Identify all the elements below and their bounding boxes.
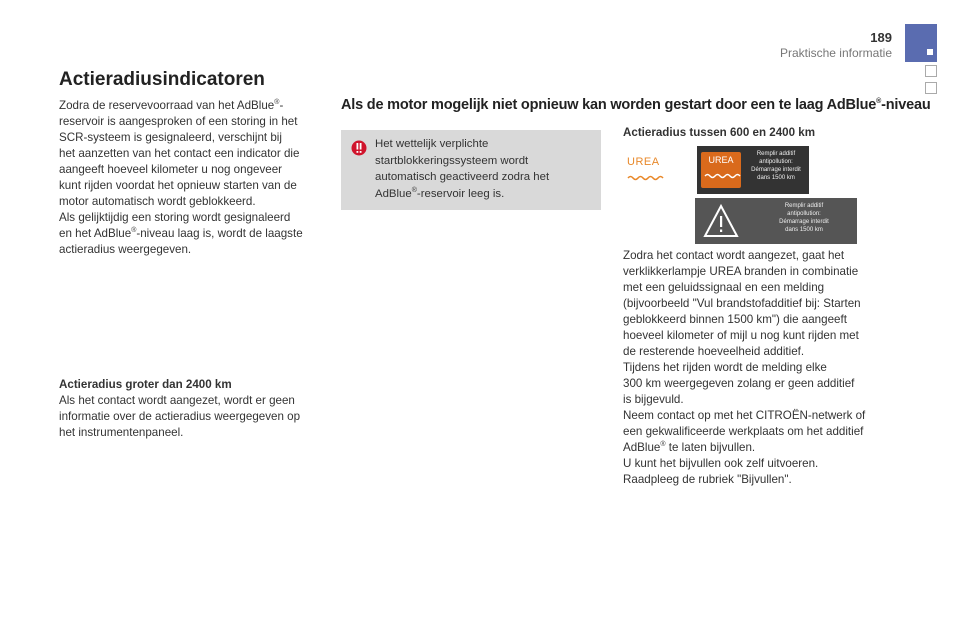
range-line: Als het contact wordt aangezet, wordt er geen: [59, 394, 295, 407]
intro-line: aangeeft hoeveel kilometer u nog ongeveer: [59, 163, 283, 176]
section-label: Praktische informatie: [779, 46, 892, 60]
body-line: U kunt het bijvullen ook zelf uitvoeren.: [623, 457, 819, 470]
body-line: Raadpleeg de rubriek "Bijvullen".: [623, 473, 792, 486]
body-line: Zodra het contact wordt aangezet, gaat het: [623, 249, 845, 262]
section-heading: Als de motor mogelijk niet opnieuw kan worden gestart door een te laag AdBlue®-niveau: [341, 97, 931, 113]
body-line: AdBlue® te laten bijvullen.: [623, 441, 756, 454]
intro-line: Zodra de reservevoorraad van het AdBlue®-: [59, 99, 284, 112]
notice-line: AdBlue®-reservoir leeg is.: [375, 186, 505, 200]
page-title: Actieradiusindicatoren: [59, 69, 265, 90]
urea-display-icon: UREA: [701, 152, 741, 188]
display2-message: Remplir additif antipollution: Démarrage interdit dans 1500 km: [779, 203, 829, 233]
intro-line: Als gelijktijdig een storing wordt gesignaleerd: [59, 211, 291, 224]
urea-explanation-paragraph: [623, 248, 865, 488]
body-line: de resterende hoeveelheid additief.: [623, 345, 805, 358]
body-line: hoeveel kilometer of mijl u nog kunt rijden met: [623, 329, 859, 342]
urea-lamp-label: UREA: [627, 156, 660, 168]
notice-line: Het wettelijk verplichte: [375, 138, 489, 150]
nav-box-1[interactable]: [925, 65, 937, 77]
intro-line: SCR-systeem is gesignaleerd, verschijnt bij: [59, 131, 282, 144]
body-line: Tijdens het rijden wordt de melding elke: [623, 361, 827, 374]
range-line: informatie over de actieradius weergegeven op: [59, 410, 301, 423]
body-line: verklikkerlampje UREA branden in combinatie: [623, 265, 859, 278]
urea-warning-lamp: [627, 156, 665, 180]
warning-icon: [351, 140, 367, 156]
instrument-display-1: [697, 146, 809, 194]
intro-line: motor automatisch wordt geblokkeerd.: [59, 195, 256, 208]
body-line: met een geluidssignaal en een melding: [623, 281, 825, 294]
body-line: is bijgevuld.: [623, 393, 684, 406]
intro-line: reservoir is aangesproken of een storing in het: [59, 115, 298, 128]
notice-line: automatisch geactiveerd zodra het: [375, 171, 550, 183]
page-number: 189: [870, 30, 892, 45]
urea-waves-icon: [627, 173, 665, 181]
intro-line: het aanzetten van het contact een indicator die: [59, 147, 300, 160]
range-over-2400-heading: Actieradius groter dan 2400 km: [59, 378, 232, 391]
notice-line: startblokkeringssysteem wordt: [375, 154, 529, 167]
body-line: 300 km weergegeven zolang er geen additief: [623, 377, 855, 390]
intro-line: actieradius weergegeven.: [59, 243, 192, 256]
range-600-2400-heading: Actieradius tussen 600 en 2400 km: [623, 126, 816, 139]
urea-display-waves-icon: [701, 170, 741, 182]
display1-message: Remplir additif antipollution: Démarrage interdit dans 1500 km: [751, 151, 801, 181]
body-line: geblokkeerd binnen 1500 km") die aangeeft: [623, 313, 847, 326]
body-line: (bijvoorbeeld "Vul brandstofadditief bij: Starten: [623, 297, 861, 310]
nav-box-2[interactable]: [925, 82, 937, 94]
intro-line: en het AdBlue®-niveau laag is, wordt de laagste: [59, 227, 303, 240]
warning-triangle-icon: [703, 204, 739, 238]
range-line: het instrumentenpaneel.: [59, 426, 184, 439]
instrument-display-2: [695, 198, 857, 244]
tab-marker-icon: [927, 49, 933, 55]
chapter-tab[interactable]: [905, 24, 937, 62]
body-line: Neem contact op met het CITROËN-netwerk of: [623, 409, 866, 422]
intro-paragraph: [59, 98, 303, 258]
notice-box: [341, 130, 601, 210]
intro-line: kunt rijden voordat het opnieuw starten van de: [59, 179, 297, 192]
range-over-2400-block: [59, 377, 300, 441]
body-line: een gekwalificeerde werkplaats om het additief: [623, 425, 864, 438]
